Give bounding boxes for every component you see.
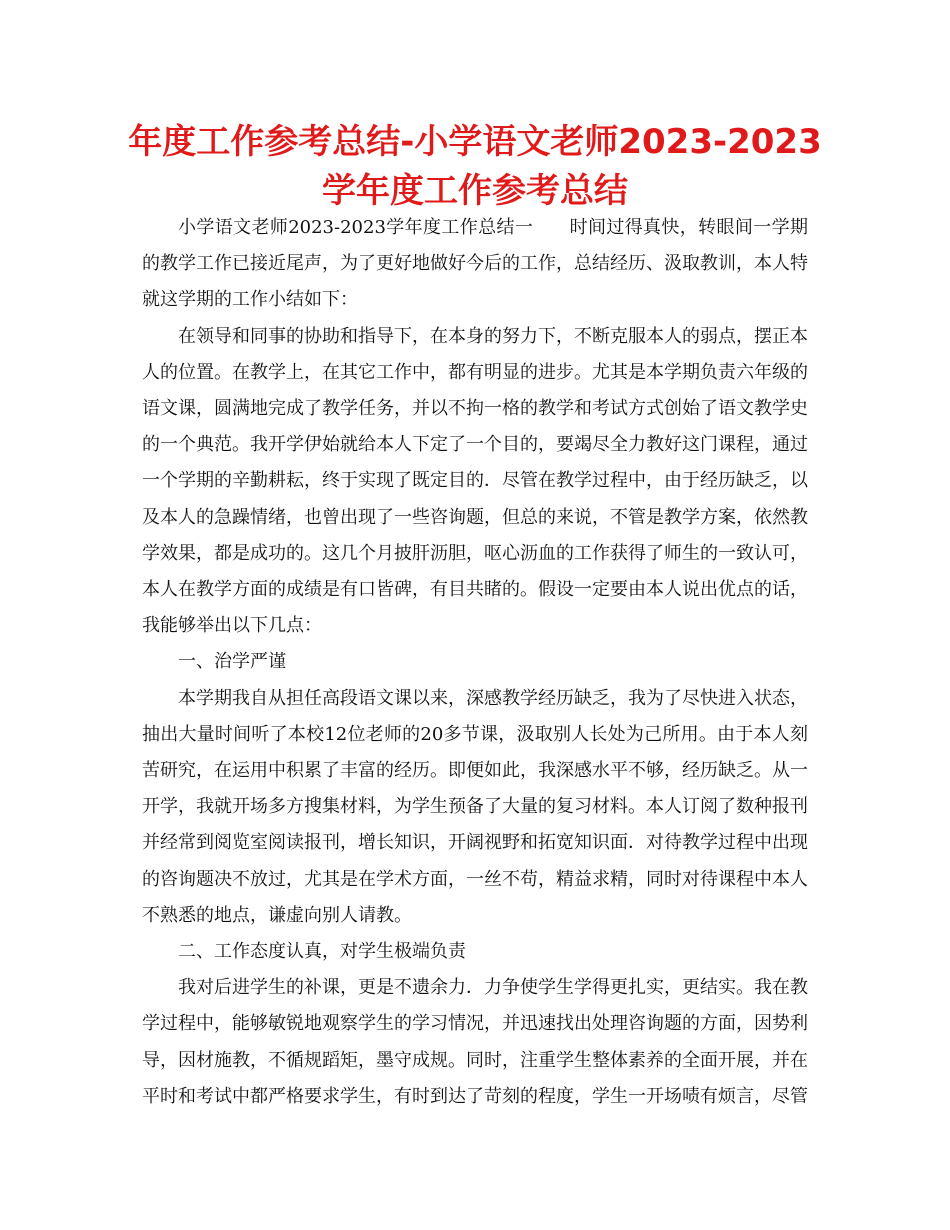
intro-rest: 时间过得真快，转眼间一学期的教学工作已接近尾声，为了更好地做好今后的工作，总结经历、汲取教训，本人特就这学期的工作小结如下： <box>142 217 808 311</box>
section-heading-1: 一、治学严谨 <box>178 651 286 673</box>
intro-paragraph <box>142 210 808 319</box>
body-paragraph-2: 本学期我自从担任高段语文课以来，深感教学经历缺乏，我为了尽快进入状态，抽出大量时间听了本校12位老师的20多节课，汲取别人长处为己所用。由于本人刻苦研究，在运用中积累了丰富的经历。即便如此，我深感水平不够，经历缺乏。从一开学，我就开场多方搜集材料，为学生预备了大量的复习材料。本人订阅了数种报刊并经常到阅览室阅读报刊，增长知识，开阔视野和拓宽知识面．对待教学过程中出现的咨询题决不放过，尤其是在学术方面，一丝不苟，精益求精，同时对待课程中本人不熟悉的地点，谦虚向别人请教。 <box>142 687 808 926</box>
document-title: 年度工作参考总结-小学语文老师2023-2023学年度工作参考总结 <box>128 122 822 211</box>
intro-lead: 小学语文老师2023-2023学年度工作总结一 <box>178 217 534 238</box>
body-paragraph-1: 在领导和同事的协助和指导下，在本身的努力下，不断克服本人的弱点，摆正本人的位置。在教学上，在其它工作中，都有明显的进步。尤其是本学期负责六年级的语文课，圆满地完成了教学任务，并以不拘一格的教学和考试方式创始了语文教学史的一个典范。我开学伊始就给本人下定了一个目的，要竭尽全力教好这门课程，通过一个学期的辛勤耕耘，终于实现了既定目的．尽管在教学过程中，由于经历缺乏，以及本人的急躁情绪，也曾出现了一些咨询题，但总的来说，不管是教学方案，依然教学效果，都是成功的。这几个月披肝沥胆，呕心沥血的工作获得了师生的一致认可，本人在教学方面的成绩是有口皆碑，有目共睹的。假设一定要由本人说出优点的话，我能够举出以下几点： <box>142 325 808 637</box>
section-heading-2: 二、工作态度认真，对学生极端负责 <box>178 941 466 963</box>
document-body <box>142 210 808 1115</box>
body-paragraph-3: 我对后进学生的补课，更是不遗余力．力争使学生学得更扎实，更结实。我在教学过程中，能够敏锐地观察学生的学习情况，并迅速找出处理咨询题的方面，因势利导，因材施教，不循规蹈矩，墨守成规。同时，注重学生整体素养的全面开展，并在平时和考试中都严格要求学生，有时到达了苛刻的程度，学生一开场啧有烦言，尽管 <box>142 977 808 1107</box>
